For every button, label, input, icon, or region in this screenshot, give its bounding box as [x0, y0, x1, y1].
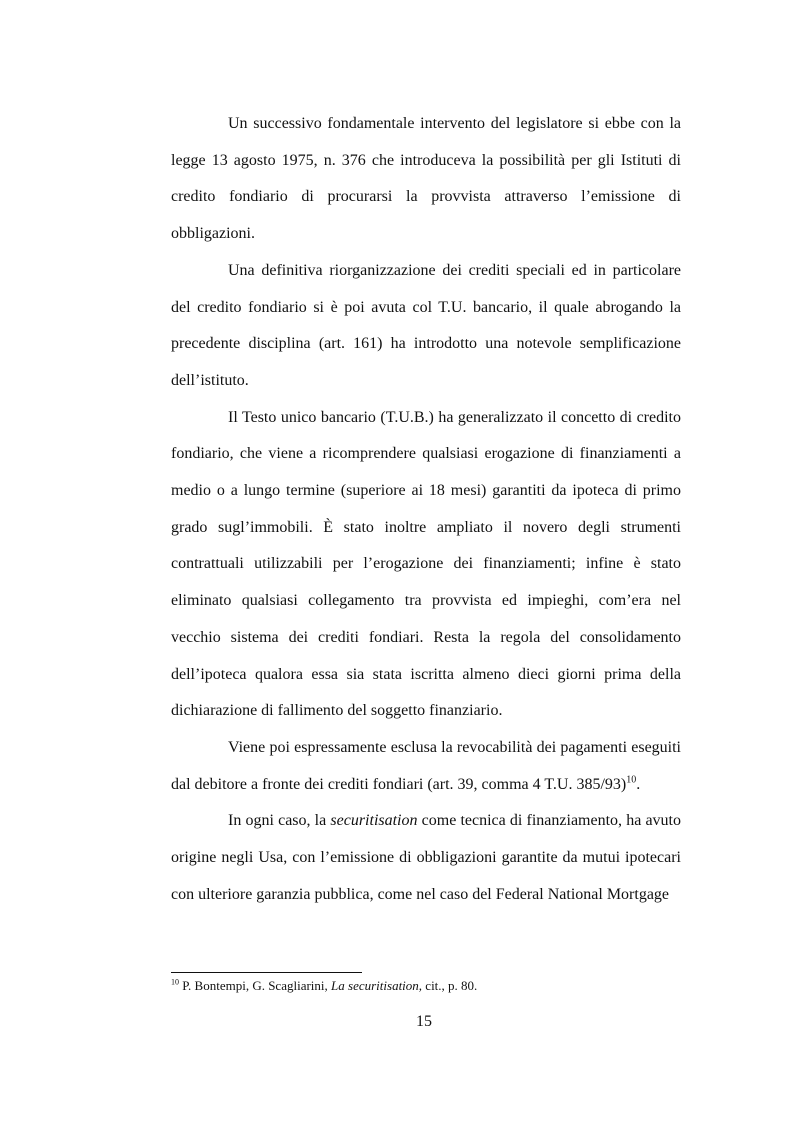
footnote-authors: P. Bontempi, G. Scagliarini,	[179, 978, 332, 993]
paragraph-4	[171, 730, 681, 803]
footnote-reference: 10	[626, 774, 637, 786]
footnote-number: 10	[171, 977, 179, 987]
page-number: 15	[416, 1013, 432, 1030]
paragraph-4-text: Viene poi espressamente esclusa la revocabilità dei pagamenti eseguiti dal debitore a fronte dei crediti fondiari (art. 39, comma 4 T.U. 385/93)	[171, 738, 681, 793]
footnote	[171, 978, 681, 994]
main-text	[171, 106, 681, 913]
paragraph-5	[171, 803, 681, 913]
paragraph-1: Un successivo fondamentale intervento del legislatore si ebbe con la legge 13 agosto 1975, n. 376 che introduceva la possibilità per gli Istituti di credito fondiario di procurarsi la provvista attraverso l’emissione di obbligazioni.	[171, 115, 681, 243]
paragraph-3: Il Testo unico bancario (T.U.B.) ha generalizzato il concetto di credito fondiario, che viene a ricomprendere qualsiasi erogazione di finanziamenti a medio o a lungo termine (superiore ai 18 mesi) garantiti da ipoteca di primo grado sugl’immobili. È stato inoltre ampliato il novero degli strumenti contrattuali utilizzabili per l’erogazione dei finanziamenti; infine è stato eliminato qualsiasi collegamento tra provvista ed impieghi, com’era nel vecchio sistema dei crediti fondiari. Resta la regola del consolidamento dell’ipoteca qualora essa sia stata iscritta almeno dieci giorni prima della dichiarazione di fallimento del soggetto finanziario.	[171, 408, 681, 720]
paragraph-5-after: come tecnica di finanziamento, ha avuto origine negli Usa, con l’emissione di obbligazioni garantite da mutui ipotecari con ulteriore garanzia pubblica, come nel caso del Federal National Mortgage	[171, 812, 682, 903]
paragraph-2: Una definitiva riorganizzazione dei crediti speciali ed in particolare del credito fondiario si è poi avuta col T.U. bancario, il quale abrogando la precedente disciplina (art. 161) ha introdotto una notevole semplificazione dell’istituto.	[171, 261, 681, 389]
paragraph-5-before: In ogni caso, la	[228, 812, 331, 830]
footnote-title: La securitisation,	[331, 978, 423, 993]
paragraph-4-end: .	[636, 775, 641, 793]
footnote-rest: cit., p. 80.	[422, 978, 478, 993]
paragraph-5-italic-term: securitisation	[330, 812, 418, 830]
footnote-separator	[171, 972, 362, 973]
